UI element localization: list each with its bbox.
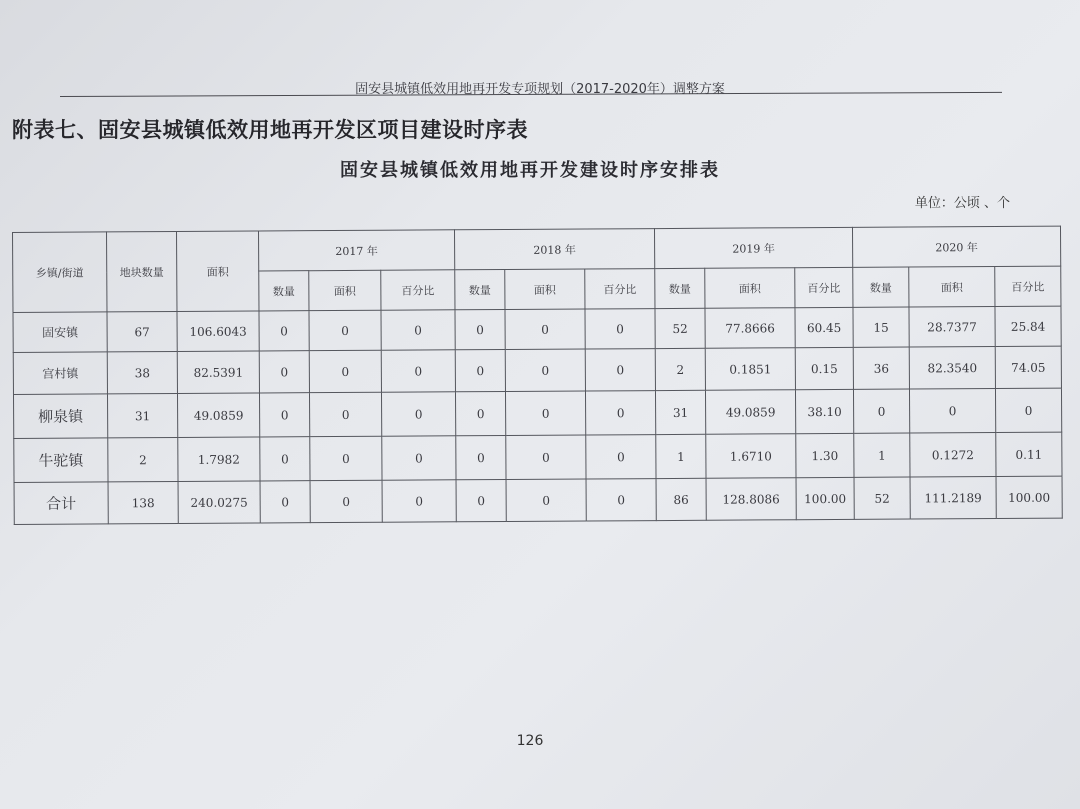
table-row bbox=[13, 346, 1061, 394]
table-row bbox=[14, 432, 1062, 482]
cell-2017-percent: 0 bbox=[381, 392, 455, 436]
cell-2020-area: 111.2189 bbox=[910, 476, 996, 519]
cell-2018-count: 0 bbox=[456, 435, 506, 479]
cell-township: 牛驼镇 bbox=[14, 438, 108, 483]
cell-2020-count: 52 bbox=[854, 477, 910, 519]
cell-plots: 67 bbox=[107, 311, 177, 351]
cell-area: 49.0859 bbox=[177, 393, 259, 438]
cell-2017-area: 0 bbox=[309, 310, 381, 350]
cell-2019-count: 86 bbox=[656, 478, 706, 520]
cell-2018-area: 0 bbox=[505, 391, 585, 435]
header-area: 面积 bbox=[176, 231, 258, 311]
cell-2020-percent: 0.11 bbox=[996, 432, 1062, 476]
cell-township: 固安镇 bbox=[13, 312, 107, 353]
subheader-area: 面积 bbox=[505, 269, 585, 309]
subheader-percent: 百分比 bbox=[995, 266, 1061, 306]
header-year-2020: 2020 年 bbox=[852, 226, 1060, 267]
cell-2019-count: 2 bbox=[655, 348, 705, 390]
appendix-title: 附表七、固安县城镇低效用地再开发区项目建设时序表 bbox=[12, 118, 528, 142]
cell-2018-area: 0 bbox=[505, 309, 585, 349]
cell-2017-area: 0 bbox=[309, 392, 381, 436]
cell-plots: 38 bbox=[107, 351, 177, 393]
schedule-table-wrap bbox=[12, 226, 1063, 525]
cell-2019-count: 1 bbox=[656, 434, 706, 478]
subheader-count: 数量 bbox=[655, 268, 705, 308]
cell-2018-percent: 0 bbox=[585, 391, 655, 435]
cell-area: 82.5391 bbox=[177, 351, 259, 394]
header-township: 乡镇/街道 bbox=[13, 232, 107, 313]
header-year-2017: 2017 年 bbox=[258, 230, 454, 271]
running-header: 固安县城镇低效用地再开发专项规划（2017-2020年）调整方案 bbox=[355, 82, 725, 97]
cell-2019-count: 52 bbox=[655, 308, 705, 348]
cell-2017-percent: 0 bbox=[381, 350, 455, 392]
cell-2018-area: 0 bbox=[506, 435, 586, 479]
cell-2019-percent: 100.00 bbox=[796, 477, 854, 519]
cell-2018-area: 0 bbox=[505, 349, 585, 391]
table-row bbox=[13, 388, 1061, 438]
table-row bbox=[13, 306, 1061, 352]
schedule-table bbox=[12, 226, 1063, 525]
cell-2018-count: 0 bbox=[455, 309, 505, 349]
cell-2020-count: 1 bbox=[854, 433, 910, 477]
cell-2017-count: 0 bbox=[259, 351, 309, 393]
subheader-count: 数量 bbox=[259, 271, 309, 311]
cell-2018-percent: 0 bbox=[586, 479, 656, 521]
cell-2018-count: 0 bbox=[455, 391, 505, 435]
cell-2019-area: 0.1851 bbox=[705, 348, 795, 391]
cell-area: 106.6043 bbox=[177, 311, 259, 352]
cell-2019-area: 49.0859 bbox=[705, 390, 795, 435]
header-year-2019: 2019 年 bbox=[654, 227, 852, 268]
cell-2018-percent: 0 bbox=[585, 309, 655, 349]
cell-2019-percent: 0.15 bbox=[795, 347, 853, 389]
cell-2020-area: 0 bbox=[909, 388, 995, 433]
cell-2017-area: 0 bbox=[310, 480, 382, 522]
cell-2018-count: 0 bbox=[455, 349, 505, 391]
cell-2017-count: 0 bbox=[260, 437, 310, 481]
cell-2020-area: 0.1272 bbox=[910, 432, 996, 477]
header-plots: 地块数量 bbox=[107, 231, 177, 311]
cell-2018-area: 0 bbox=[506, 479, 586, 521]
cell-area: 1.7982 bbox=[178, 437, 260, 482]
cell-2020-count: 15 bbox=[853, 307, 909, 347]
cell-2017-area: 0 bbox=[309, 350, 381, 392]
subheader-count: 数量 bbox=[455, 269, 505, 309]
cell-plots: 138 bbox=[108, 481, 178, 523]
cell-2020-percent: 100.00 bbox=[996, 476, 1062, 518]
cell-2019-percent: 1.30 bbox=[796, 433, 854, 477]
cell-plots: 31 bbox=[107, 393, 177, 437]
subheader-percent: 百分比 bbox=[585, 269, 655, 309]
cell-2019-percent: 60.45 bbox=[795, 307, 853, 347]
cell-township: 柳泉镇 bbox=[13, 394, 107, 439]
cell-2020-area: 28.7377 bbox=[909, 306, 995, 347]
cell-2018-count: 0 bbox=[456, 479, 506, 521]
table-row-total bbox=[14, 476, 1062, 524]
subheader-area: 面积 bbox=[309, 270, 381, 310]
cell-2019-area: 128.8086 bbox=[706, 478, 796, 521]
cell-2019-area: 77.8666 bbox=[705, 308, 795, 349]
cell-2017-percent: 0 bbox=[382, 480, 456, 522]
cell-2017-count: 0 bbox=[259, 393, 309, 437]
cell-2017-percent: 0 bbox=[382, 436, 456, 480]
cell-2020-area: 82.3540 bbox=[909, 346, 995, 389]
subheader-area: 面积 bbox=[909, 266, 995, 307]
cell-2020-count: 0 bbox=[853, 389, 909, 433]
cell-2020-percent: 25.84 bbox=[995, 306, 1061, 346]
subheader-area: 面积 bbox=[705, 268, 795, 309]
cell-plots: 2 bbox=[108, 437, 178, 481]
header-year-2018: 2018 年 bbox=[454, 229, 654, 270]
cell-2020-percent: 0 bbox=[995, 388, 1061, 432]
cell-2019-area: 1.6710 bbox=[706, 434, 796, 479]
unit-note: 单位：公顷 、个 bbox=[914, 196, 1010, 211]
page-number: 126 bbox=[516, 733, 544, 749]
cell-2018-percent: 0 bbox=[586, 435, 656, 479]
subheader-percent: 百分比 bbox=[381, 270, 455, 310]
cell-2017-count: 0 bbox=[259, 311, 309, 351]
cell-2020-percent: 74.05 bbox=[995, 346, 1061, 388]
cell-2017-count: 0 bbox=[260, 481, 310, 523]
subheader-percent: 百分比 bbox=[795, 267, 853, 307]
cell-area: 240.0275 bbox=[178, 481, 260, 524]
cell-2017-area: 0 bbox=[310, 436, 382, 480]
cell-township: 宫村镇 bbox=[13, 352, 107, 395]
cell-2019-count: 31 bbox=[655, 390, 705, 434]
cell-2020-count: 36 bbox=[853, 347, 909, 389]
cell-2017-percent: 0 bbox=[381, 310, 455, 350]
cell-township: 合计 bbox=[14, 482, 108, 525]
cell-2018-percent: 0 bbox=[585, 349, 655, 391]
table-title: 固安县城镇低效用地再开发建设时序安排表 bbox=[340, 160, 720, 181]
cell-2019-percent: 38.10 bbox=[795, 389, 853, 433]
subheader-count: 数量 bbox=[853, 267, 909, 307]
